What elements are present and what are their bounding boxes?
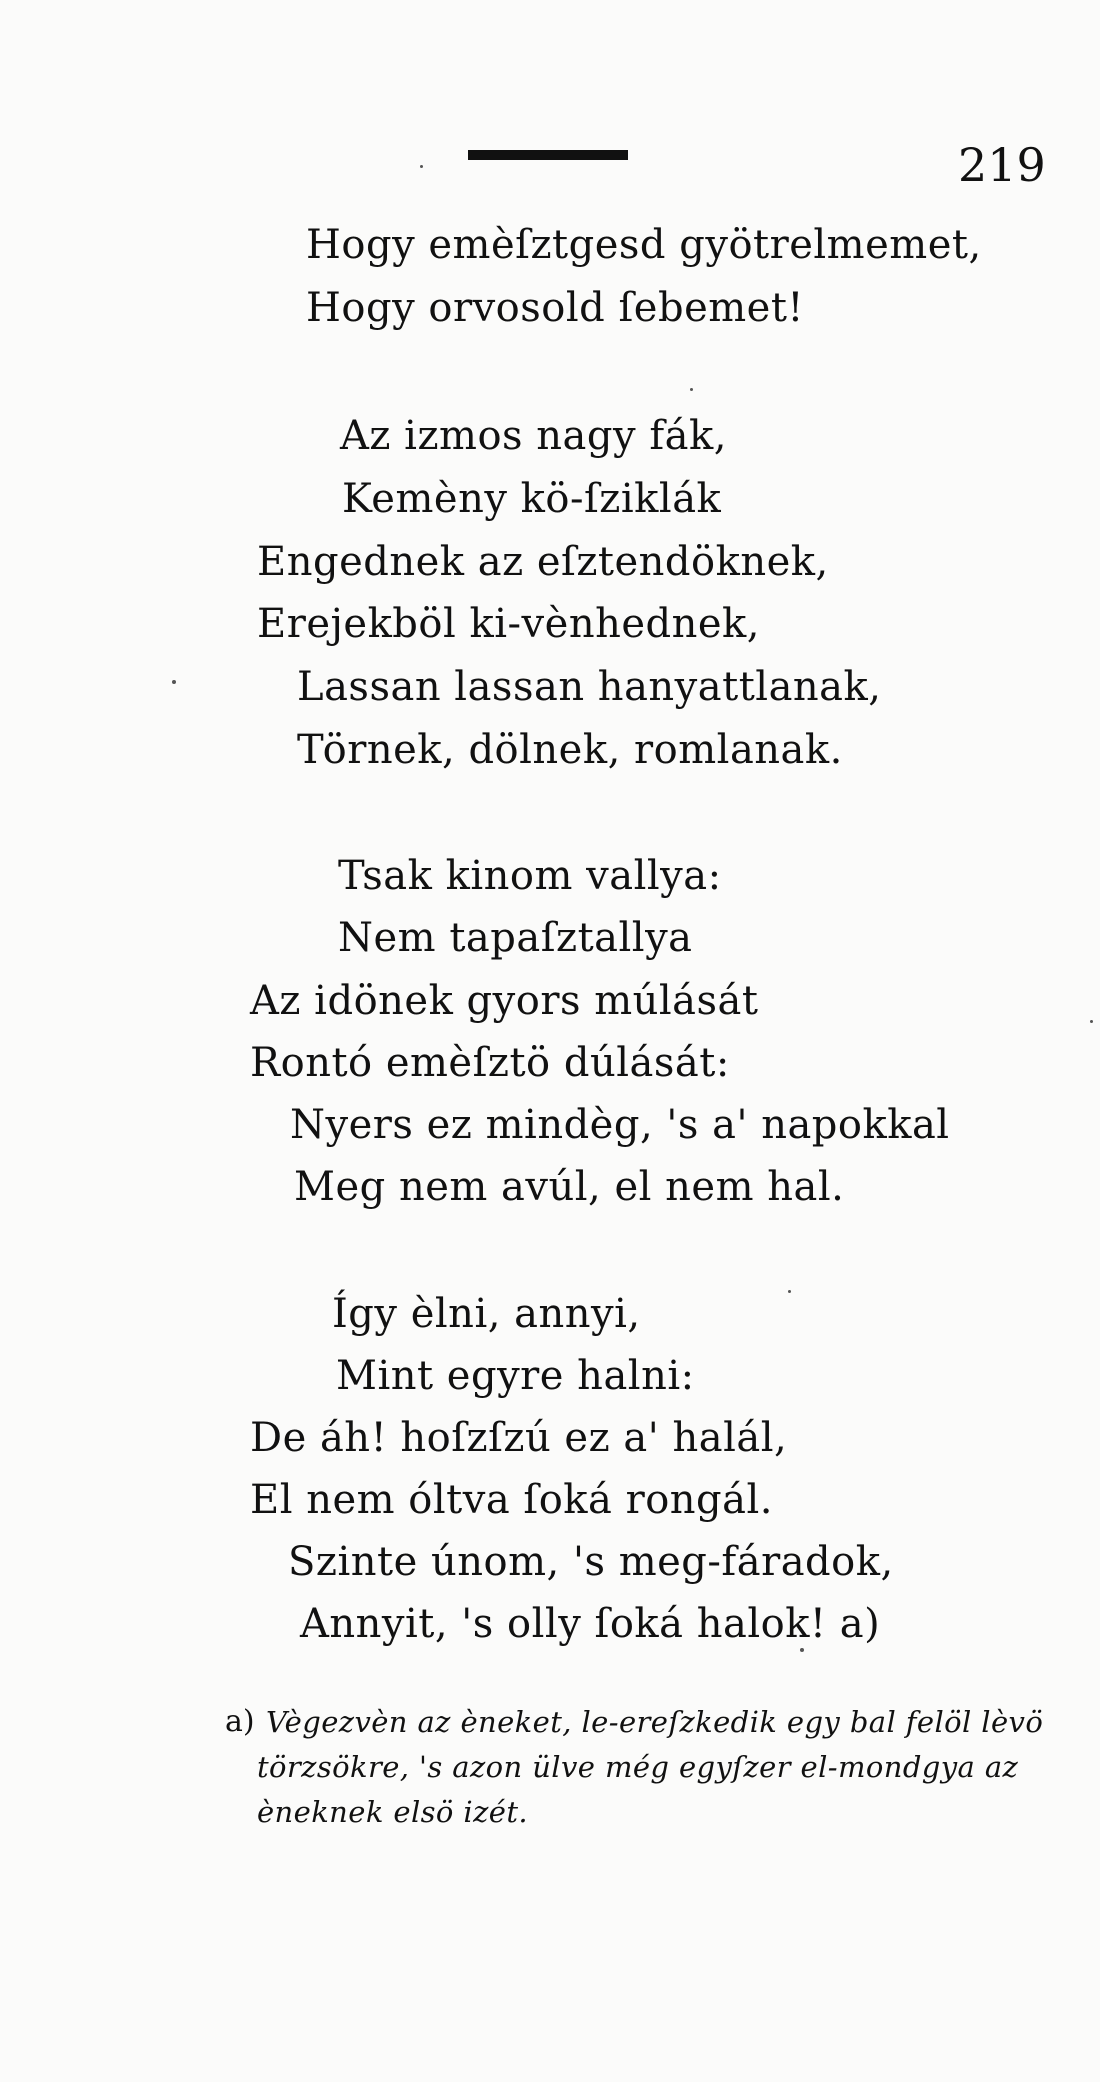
print-speck bbox=[690, 388, 693, 391]
verse-line: El nem óltva ſoká rongál. bbox=[250, 1477, 774, 1523]
verse-line: Lassan lassan hanyattlanak, bbox=[297, 664, 882, 710]
print-speck bbox=[788, 1290, 791, 1293]
footnote-line: èneknek elsö izét. bbox=[257, 1795, 528, 1829]
verse-line: Mint egyre halni: bbox=[336, 1353, 695, 1399]
verse-line: Az idönek gyors múlását bbox=[250, 978, 759, 1024]
verse-line: Annyit, 's olly ſoká halok! a) bbox=[300, 1601, 881, 1647]
print-speck bbox=[172, 680, 176, 684]
verse-line: De áh! hoſzſzú ez a' halál, bbox=[250, 1415, 788, 1461]
verse-line: Erejekböl ki-vènhednek, bbox=[257, 601, 761, 647]
verse-line: Törnek, dölnek, romlanak. bbox=[297, 727, 843, 773]
verse-line: Az izmos nagy fák, bbox=[340, 413, 727, 459]
page-number: 219 bbox=[958, 138, 1046, 192]
verse-line: Tsak kinom vallya: bbox=[338, 853, 722, 899]
verse-line: Hogy emèſztgesd gyötrelmemet, bbox=[306, 222, 982, 268]
verse-line: Így èlni, annyi, bbox=[332, 1291, 641, 1337]
verse-line: Nem tapaſztallya bbox=[338, 915, 693, 961]
footnote-line: törzsökre, 's azon ülve még egyſzer el-mondgya az bbox=[257, 1750, 1019, 1784]
header-rule bbox=[468, 150, 628, 160]
verse-line: Hogy orvosold ſebemet! bbox=[306, 285, 804, 331]
verse-line: Meg nem avúl, el nem hal. bbox=[294, 1164, 845, 1210]
verse-line: Engednek az eſztendöknek, bbox=[257, 539, 829, 585]
verse-line: Szinte únom, 's meg-fáradok, bbox=[288, 1539, 894, 1585]
print-speck bbox=[1090, 1020, 1093, 1023]
footnote-line: Vègezvèn az èneket, le-ereſzkedik egy bal felöl lèvö bbox=[266, 1705, 1044, 1739]
footnote-marker: a) bbox=[225, 1704, 255, 1739]
print-speck bbox=[800, 1648, 804, 1652]
verse-line: Nyers ez mindèg, 's a' napokkal bbox=[290, 1102, 950, 1148]
verse-line: Rontó emèſztö dúlását: bbox=[250, 1040, 730, 1086]
verse-line: Kemèny kö-ſziklák bbox=[342, 476, 722, 522]
print-speck bbox=[420, 165, 423, 168]
